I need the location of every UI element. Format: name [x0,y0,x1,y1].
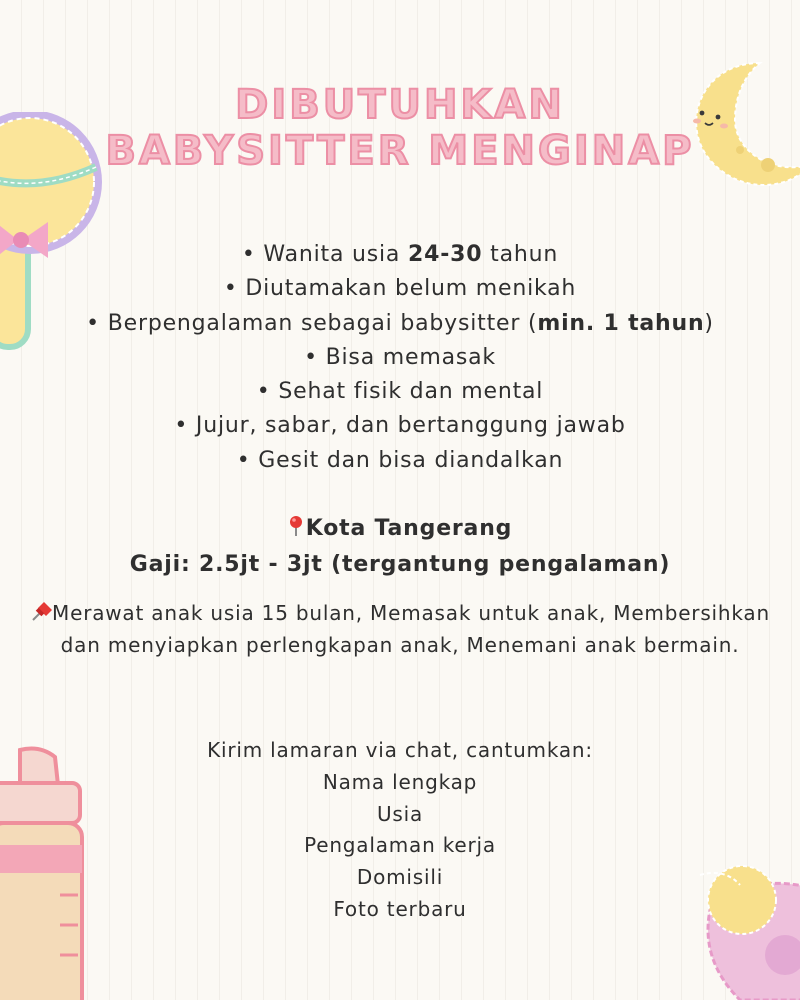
round-pushpin-icon [288,515,304,537]
apply-intro: Kirim lamaran via chat, cantumkan: [207,738,593,762]
apply-item: Domisili [356,865,444,890]
title-line-2: BABYSITTER MENGINAP [105,128,695,174]
apply-item: Usia [376,801,424,826]
pushpin-icon [30,602,52,622]
requirement-item: • Wanita usia 24-30 tahun [241,242,559,267]
location-text: Kota Tangerang [305,516,513,541]
job-info [0,511,800,583]
requirement-item: • Bisa memasak [304,344,496,370]
apply-item: Foto terbaru [333,896,467,921]
requirement-item: • Jujur, sabar, dan bertanggung jawab [174,413,626,439]
duties-text [30,598,770,661]
requirement-item: • Sehat fisik dan mental [256,379,544,405]
duties-body: Merawat anak usia 15 bulan, Memasak untuk anak, Membersihkan dan menyiapkan perlengkapan anak, Menemani anak bermain. [52,601,770,657]
title-line-1: DIBUTUHKAN [235,82,565,128]
requirement-item: • Gesit dan bisa diandalkan [236,447,564,473]
requirements-list [0,238,800,478]
apply-item: Nama lengkap [322,769,478,794]
requirement-item: • Diutamakan belum menikah [223,276,577,302]
requirement-item: • Berpengalaman sebagai babysitter (min. 1 tahun) [86,310,714,336]
application-instructions [0,735,800,926]
salary-text: Gaji: 2.5jt - 3jt (tergantung pengalaman) [129,552,671,577]
location-line [0,511,800,547]
apply-item: Pengalaman kerja [304,833,496,858]
page-title [0,82,800,174]
